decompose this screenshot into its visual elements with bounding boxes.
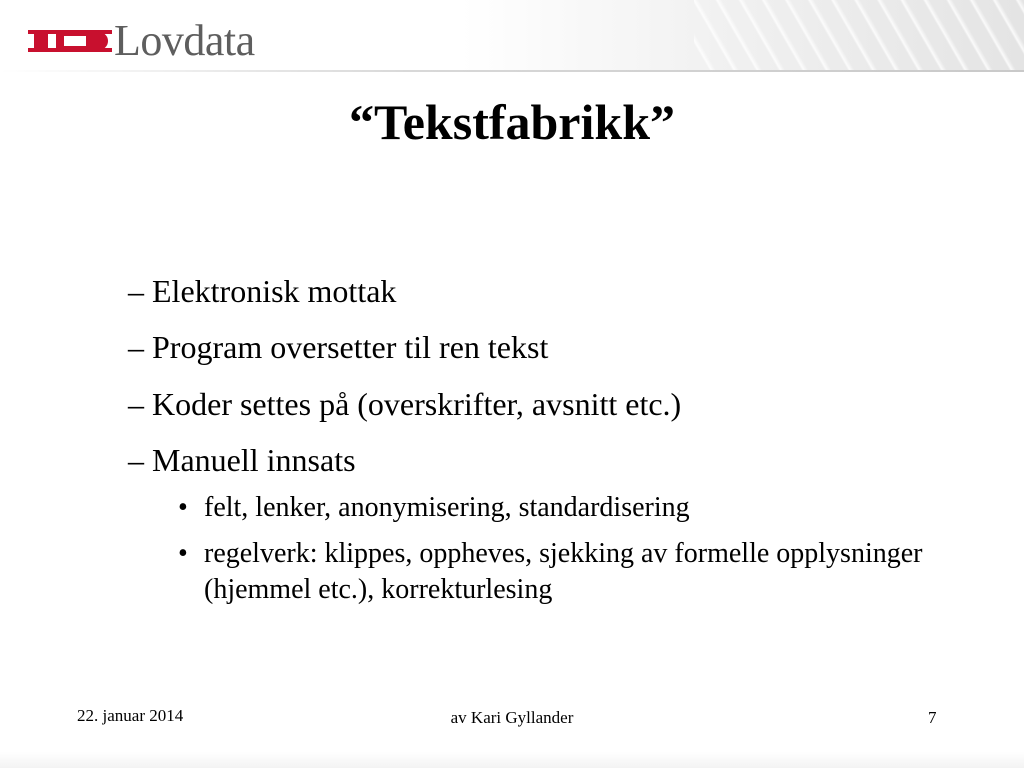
lovdata-logo xyxy=(28,16,255,65)
list-item: – Koder settes på (overskrifter, avsnitt etc.) xyxy=(128,385,682,422)
bullet-icon: • xyxy=(178,491,188,523)
bottom-decoration xyxy=(0,752,1024,768)
slide-header xyxy=(0,0,1024,72)
list-item: – Program oversetter til ren tekst xyxy=(128,329,549,366)
bullet-icon: • xyxy=(178,537,188,569)
slide-body xyxy=(128,272,948,619)
page-number: 7 xyxy=(928,708,937,727)
logo-wordmark: Lovdata xyxy=(114,16,255,65)
sub-list-item-text: regelverk: klippes, oppheves, sjekking av formelle opplysninger (hjemmel etc.), korrekturlesing xyxy=(204,537,923,606)
sub-list-item-text: felt, lenker, anonymisering, standardisering xyxy=(204,491,690,523)
slide-title: “Tekstfabrikk” xyxy=(348,94,676,150)
sub-list-item xyxy=(178,490,948,526)
list-item: – Elektronisk mottak xyxy=(128,273,397,309)
header-divider xyxy=(0,70,1024,72)
lovdata-logo-icon xyxy=(28,24,112,58)
footer-date: 22. januar 2014 xyxy=(77,706,184,725)
footer-author: av Kari Gyllander xyxy=(450,708,574,727)
list-item: – Manuell innsats xyxy=(128,442,356,479)
sub-list-item xyxy=(178,536,948,609)
header-decoration xyxy=(694,0,1024,72)
